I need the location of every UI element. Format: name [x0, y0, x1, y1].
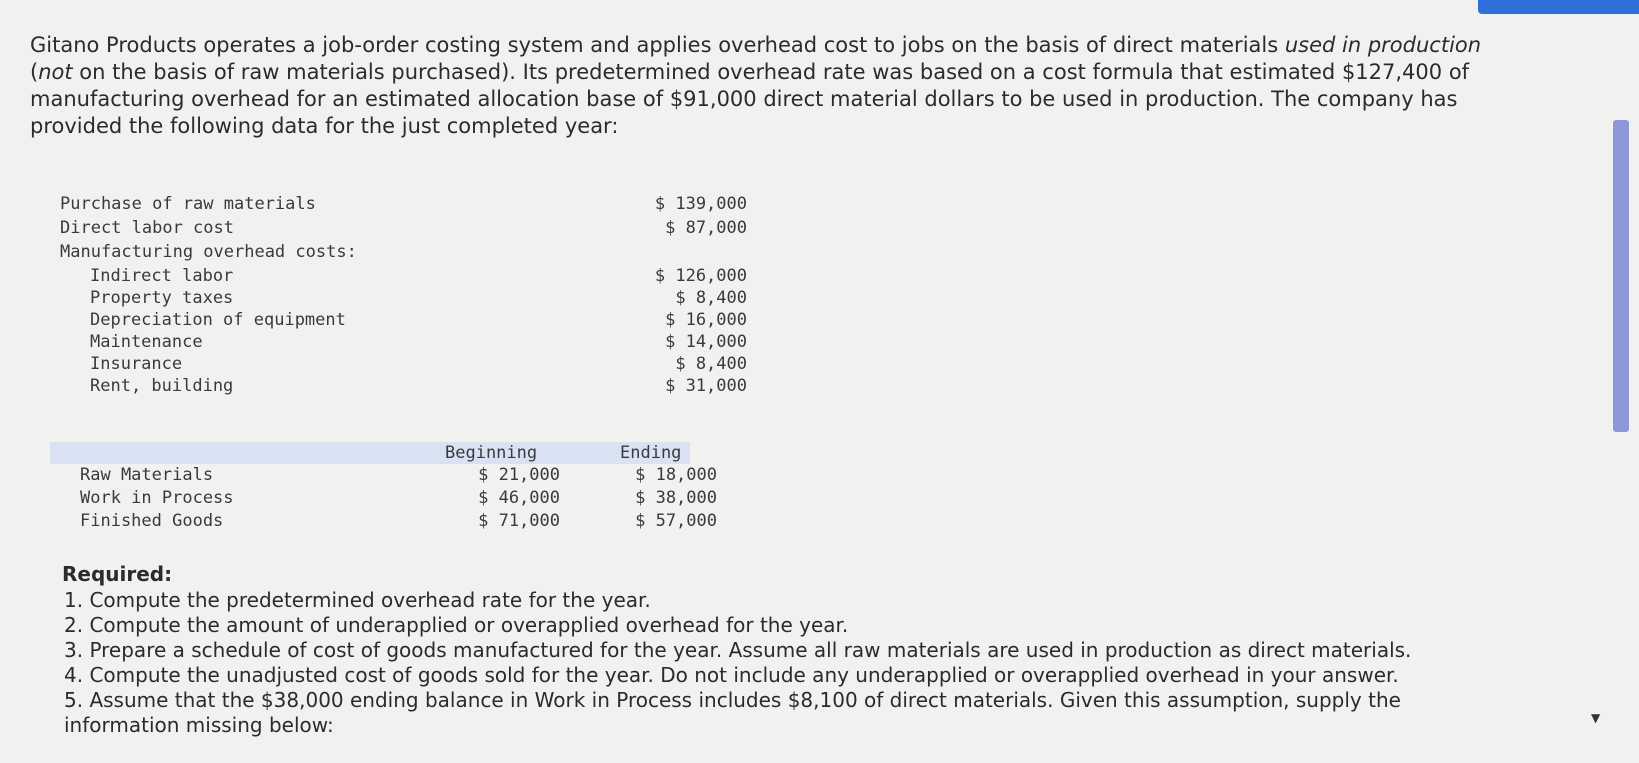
cost-row	[60, 216, 747, 240]
inventory-row	[50, 464, 717, 487]
beginning-value: $ 21,000	[478, 465, 560, 485]
required-section	[62, 562, 1462, 738]
cost-label: Depreciation of equipment	[90, 310, 346, 330]
cost-row	[60, 352, 747, 374]
cost-row	[60, 192, 747, 216]
cost-label: Rent, building	[90, 376, 234, 396]
required-item: 4. Compute the unadjusted cost of goods sold for the year. Do not include any underapplied or overapplied overhead in your answer.	[64, 663, 1399, 687]
required-item: 3. Prepare a schedule of cost of goods manufactured for the year. Assume all raw materials are used in production as direct materials.	[64, 638, 1412, 662]
required-item: 1. Compute the predetermined overhead rate for the year.	[64, 588, 651, 612]
cost-value: $ 16,000	[665, 310, 747, 330]
cost-row	[60, 330, 747, 352]
intro-paragraph: Gitano Products operates a job-order costing system and applies overhead cost to jobs on the basis of direct materials used in production (not on the basis of raw materials purchased). Its predetermined overhead rate was based on a cost formula that estimated $127,400 of manufacturing overhead for an estimated allocation base of $91,000 direct material dollars to be used in production. The company has provided the following data for the just completed year:	[30, 33, 1482, 138]
cost-label: Property taxes	[90, 288, 234, 308]
ending-value: $ 57,000	[635, 511, 717, 531]
required-title: Required:	[62, 562, 173, 586]
beginning-value: $ 46,000	[478, 488, 560, 508]
inventory-row	[50, 487, 717, 510]
cost-label: Indirect labor	[90, 266, 234, 286]
cost-label: Direct labor cost	[60, 218, 234, 238]
ending-header: Ending	[620, 443, 682, 463]
cost-row	[60, 374, 747, 396]
cost-label: Insurance	[90, 354, 183, 374]
chevron-down-icon[interactable]: ▼	[1591, 711, 1601, 725]
cost-value: $ 14,000	[665, 332, 747, 352]
inventory-table	[50, 442, 717, 533]
cost-label: Purchase of raw materials	[60, 194, 316, 214]
inventory-label: Finished Goods	[80, 511, 224, 531]
ending-value: $ 38,000	[635, 488, 717, 508]
inventory-label: Work in Process	[80, 488, 234, 508]
cost-label: Maintenance	[90, 332, 203, 352]
inventory-label: Raw Materials	[80, 465, 214, 485]
inventory-row	[50, 510, 717, 533]
cost-row	[60, 286, 747, 308]
beginning-value: $ 71,000	[478, 511, 560, 531]
cost-value: $ 31,000	[665, 376, 747, 396]
cost-section-heading: Manufacturing overhead costs:	[60, 242, 357, 262]
beginning-header: Beginning	[445, 443, 538, 463]
top-blue-tab[interactable]	[1478, 0, 1639, 14]
required-item: 2. Compute the amount of underapplied or overapplied overhead for the year.	[64, 613, 849, 637]
cost-value: $ 126,000	[654, 266, 747, 286]
cost-value: $ 139,000	[654, 194, 747, 214]
cost-value: $ 8,400	[675, 354, 747, 374]
cost-value: $ 87,000	[665, 218, 747, 238]
scrollbar-thumb[interactable]	[1613, 120, 1629, 432]
cost-data-table	[60, 192, 747, 396]
cost-value: $ 8,400	[675, 288, 747, 308]
inventory-header-row	[50, 442, 690, 464]
required-item: 5. Assume that the $38,000 ending balance in Work in Process includes $8,100 of direct materials. Given this assumption, supply the information missing below:	[64, 688, 1401, 737]
cost-row	[60, 240, 710, 264]
cost-row	[60, 308, 747, 330]
ending-value: $ 18,000	[635, 465, 717, 485]
cost-row	[60, 264, 747, 286]
